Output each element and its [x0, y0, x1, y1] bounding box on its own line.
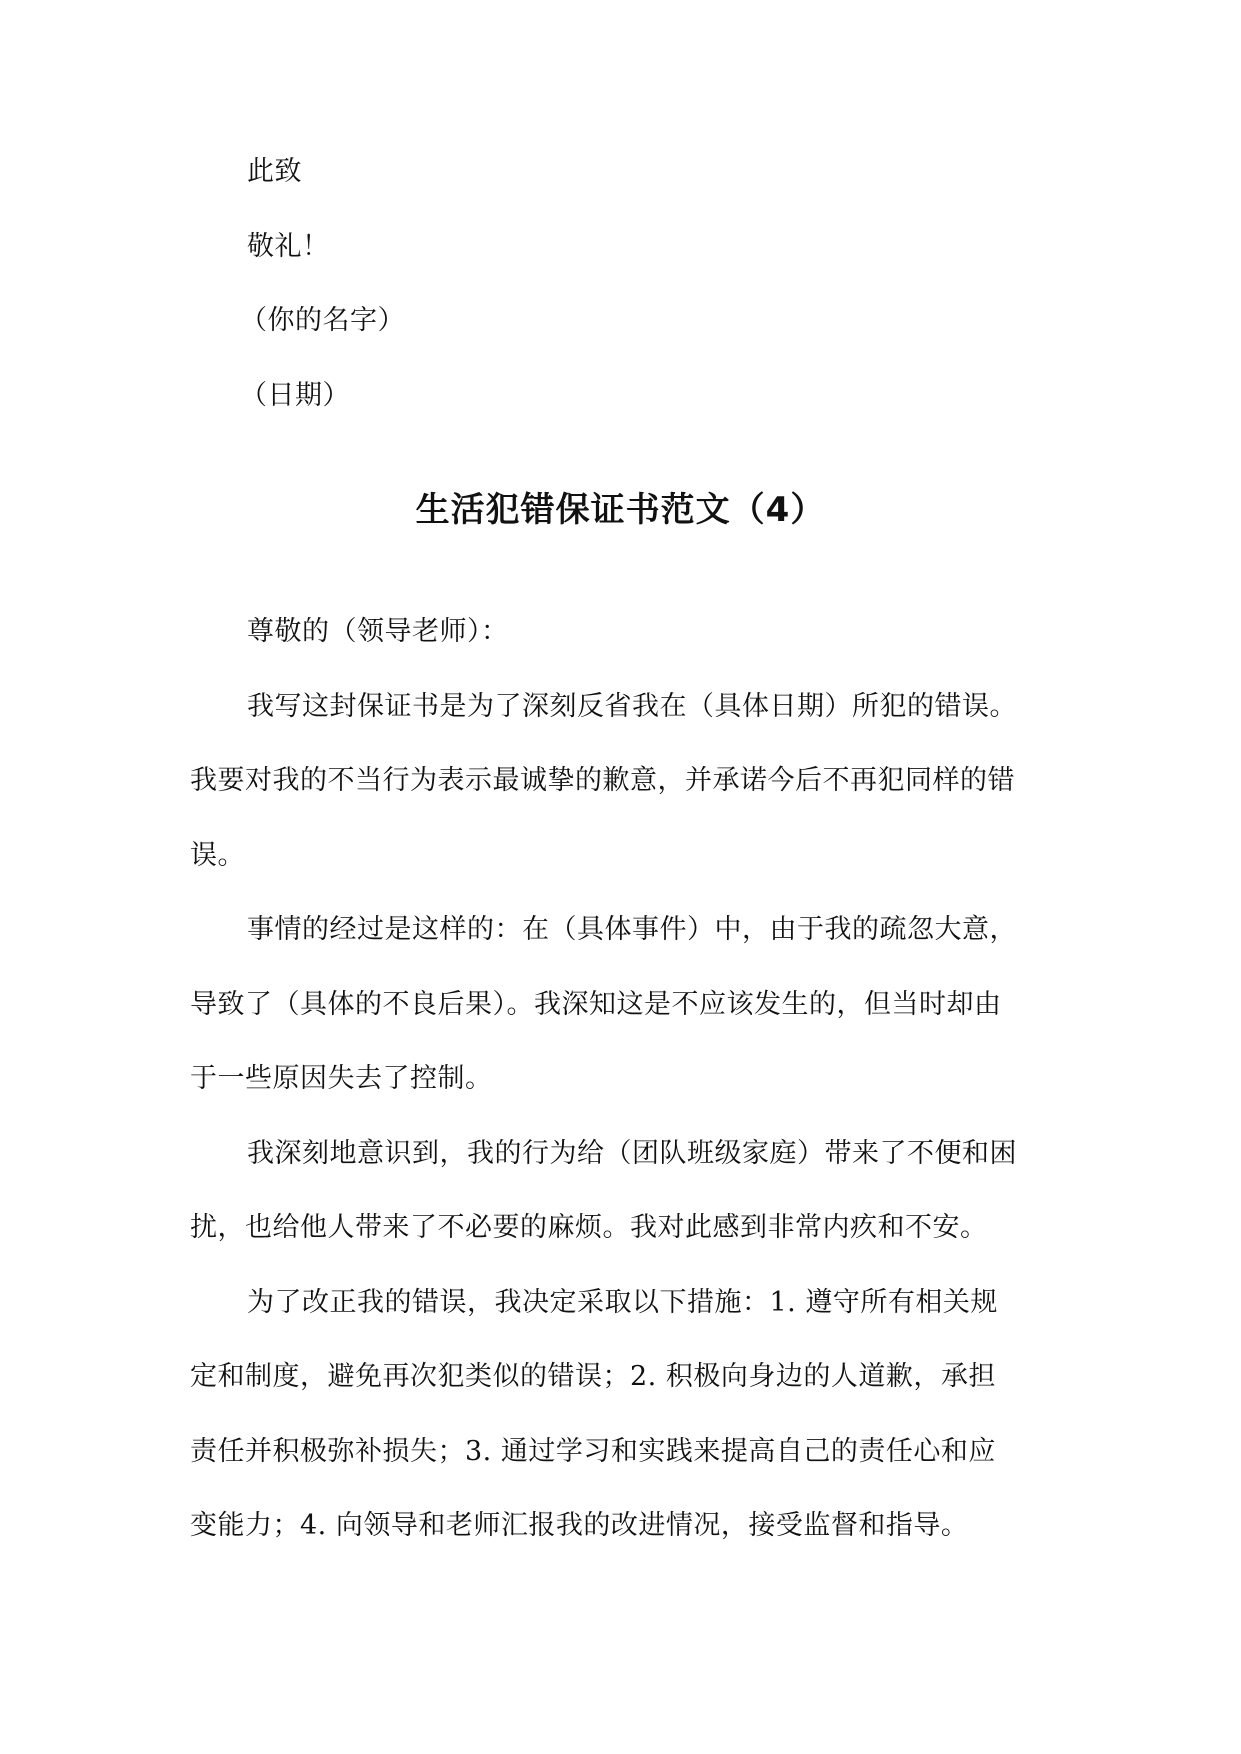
closing-line-2: 敬礼！ [247, 231, 330, 262]
paragraph-3-line-2: 扰，也给他人带来了不必要的麻烦。我对此感到非常内疚和不安。 [190, 1212, 988, 1243]
paragraph-4-line-1: 为了改正我的错误，我决定采取以下措施：1. 遵守所有相关规 [247, 1287, 998, 1318]
paragraph-4-line-2: 定和制度，避免再次犯类似的错误；2. 积极向身边的人道歉，承担 [190, 1361, 996, 1392]
paragraph-1-line-1: 我写这封保证书是为了深刻反省我在（具体日期）所犯的错误。 [247, 691, 1017, 722]
document-title: 生活犯错保证书范文（4） [415, 490, 826, 530]
paragraph-3-line-1: 我深刻地意识到，我的行为给（团队班级家庭）带来了不便和困 [247, 1138, 1017, 1169]
signature-name: （你的名字） [240, 305, 405, 336]
paragraph-1-line-2: 我要对我的不当行为表示最诚挚的歉意，并承诺今后不再犯同样的错 [190, 765, 1015, 796]
signature-date: （日期） [240, 380, 350, 411]
salutation: 尊敬的（领导老师）： [247, 616, 509, 647]
paragraph-1-line-3: 误。 [190, 840, 245, 871]
paragraph-4-line-4: 变能力；4. 向领导和老师汇报我的改进情况，接受监督和指导。 [190, 1510, 969, 1541]
paragraph-2-line-3: 于一些原因失去了控制。 [190, 1063, 493, 1094]
paragraph-4-line-3: 责任并积极弥补损失；3. 通过学习和实践来提高自己的责任心和应 [190, 1436, 996, 1467]
paragraph-2-line-2: 导致了（具体的不良后果）。我深知这是不应该发生的，但当时却由 [190, 989, 1002, 1020]
paragraph-2-line-1: 事情的经过是这样的：在（具体事件）中，由于我的疏忽大意， [247, 914, 1017, 945]
closing-line-1: 此致 [247, 156, 302, 187]
